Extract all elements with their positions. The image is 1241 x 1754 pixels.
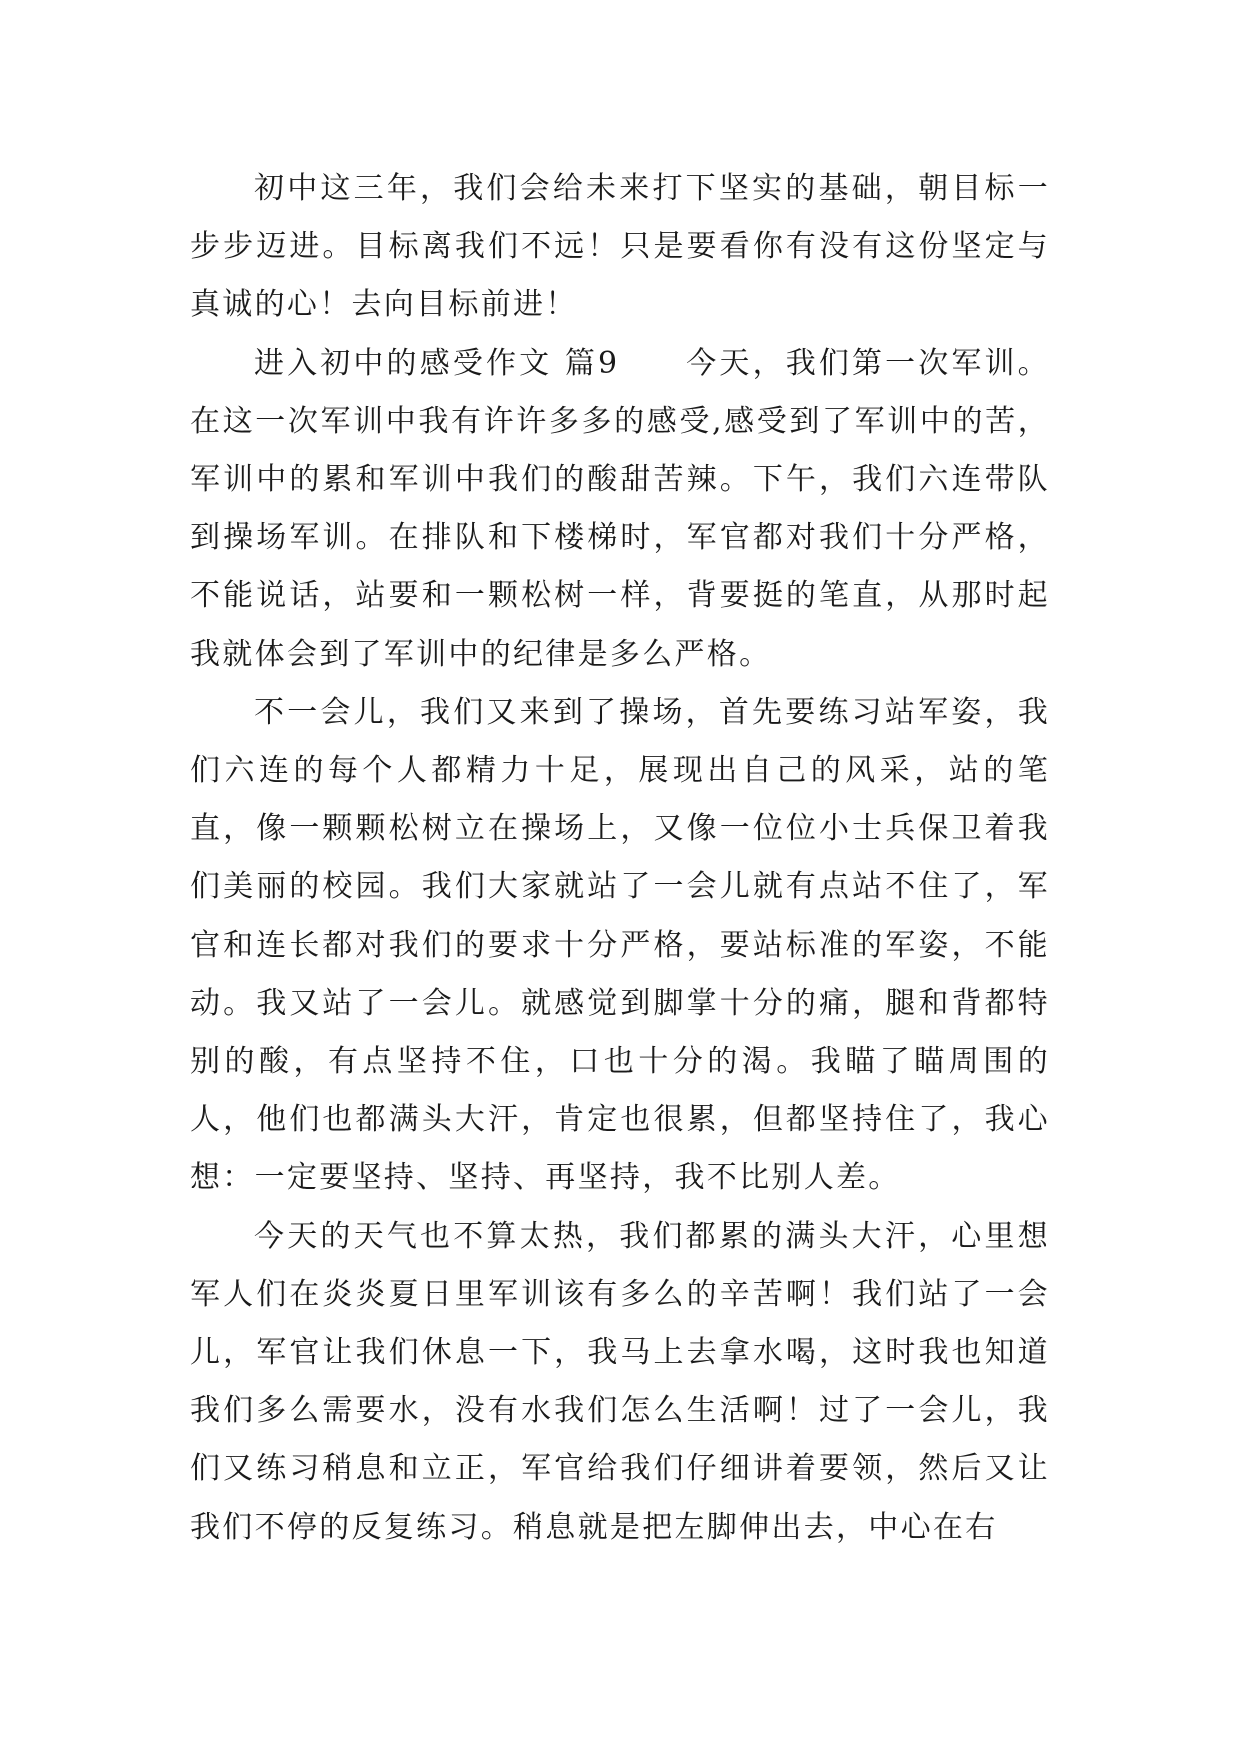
paragraph-text: 不一会儿，我们又来到了操场，首先要练习站军姿，我们六连的每个人都精力十足，展现出自己的风采，站的笔直，像一颗颗松树立在操场上，又像一位位小士兵保卫着我们美丽的校园。我们大家就站了一会儿就有点站不住了，军官和连长都对我们的要求十分严格，要站标准的军姿，不能动。我又站了一会儿。就感觉到脚掌十分的痛，腿和背都特别的酸，有点坚持不住，口也十分的渴。我瞄了瞄周围的人，他们也都满头大汗，肯定也很累，但都坚持住了，我心想：一定要坚持、坚持、再坚持，我不比别人差。 [190,694,1050,1196]
paragraph-text: 初中这三年，我们会给未来打下坚实的基础，朝目标一步步迈进。目标离我们不远！只是要看你有没有这份坚定与真诚的心！去向目标前进！ [190,171,1050,323]
paragraph-text: 今天，我们第一次军训。在这一次军训中我有许许多多的感受,感受到了军训中的苦，军训中的累和军训中我们的酸甜苦辣。下午，我们六连带队到操场军训。在排队和下楼梯时，军官都对我们十分严格，不能说话，站要和一颗松树一样，背要挺的笔直，从那时起我就体会到了军训中的纪律是多么严格。 [190,345,1050,672]
paragraph-3 [190,684,1050,1208]
paragraph-4 [190,1208,1050,1557]
paragraph-text: 今天的天气也不算太热，我们都累的满头大汗，心里想军人们在炎炎夏日里军训该有多么的辛苦啊！我们站了一会儿，军官让我们休息一下，我马上去拿水喝，这时我也知道我们多么需要水，没有水我们怎么生活啊！过了一会儿，我们又练习稍息和立正，军官给我们仔细讲着要领，然后又让我们不停的反复练习。稍息就是把左脚伸出去，中心在右 [190,1218,1050,1545]
section-heading: 进入初中的感受作文 篇9 [254,345,620,381]
paragraph-2 [190,335,1050,684]
document-body [190,160,1050,1557]
paragraph-1 [190,160,1050,335]
